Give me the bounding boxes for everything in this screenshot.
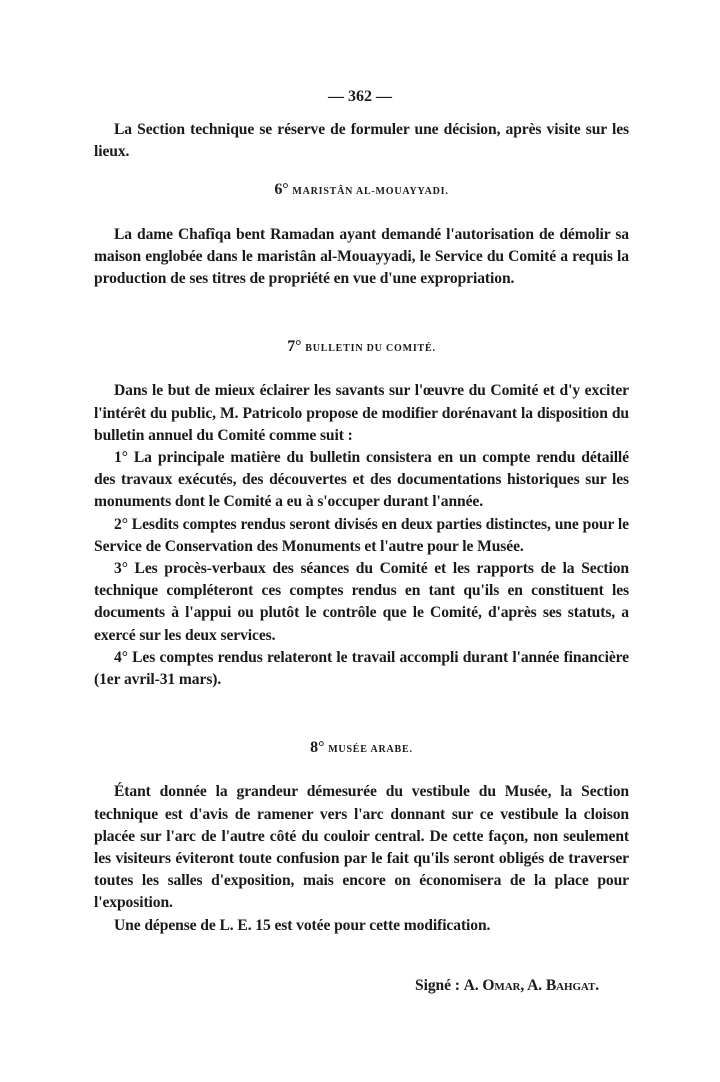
signature-names: A. Omar, A. Bahgat. [463,976,599,994]
section-7-paragraph-1: Dans le but de mieux éclairer les savants sur l'œuvre du Comité et d'y exciter l'intérêt du public, M. Patricolo propose de modifier dorénavant la disposition du bulletin annuel du Comité comme suit : [94,382,629,444]
section-number: 7° [287,338,302,356]
section-title: MUSÉE ARABE. [328,744,413,756]
section-7-paragraph-5: 4° Les comptes rendus relateront le travail accompli durant l'année financière (1er avril-31 mars). [94,648,629,689]
section-heading-6 [94,179,629,203]
section-number: 6° [274,181,289,199]
signature-prefix: Signé : [415,976,460,994]
section-title: MARISTÂN AL-MOUAYYADI. [292,186,449,198]
page-number: — 362 — [328,88,392,105]
signature [94,975,629,997]
section-title: BULLETIN DU COMITÉ. [305,343,436,355]
document-body [94,119,629,997]
intro-paragraph: La Section technique se réserve de formuler une décision, après visite sur les lieux. [94,121,629,161]
section-heading-7 [94,336,629,360]
section-7-paragraph-3: 2° Lesdits comptes rendus seront divisés en deux parties distinctes, une pour le Service de Conservation des Monuments et l'autre pour le Musée. [94,515,629,555]
section-8-paragraph-2: Une dépense de L. E. 15 est votée pour cette modification. [114,916,491,934]
section-heading-8 [94,737,629,761]
section-7-paragraph-2: 1° La principale matière du bulletin consistera en un compte rendu détaillé des travaux exécutés, des découvertes et des documentations historiques sur les monuments dont le Comité a eu à s'occuper durant l'année. [94,449,629,511]
section-8-paragraph-1: Étant donnée la grandeur démesurée du vestibule du Musée, la Section technique est d'avis de ramener vers l'arc donnant sur ce vestibule la cloison placée sur l'arc de l'autre côté du couloir central. De cette façon, non seulement les visiteurs éviteront toute confusion par le fait qu'ils seront obligés de traverser toutes les salles d'exposition, mais encore on économisera de la place pour l'exposition. [94,783,629,912]
section-6-paragraph-1: La dame Chafîqa bent Ramadan ayant demandé l'autorisation de démolir sa maison englobée dans le maristân al-Mouayyadi, le Service du Comité a requis la production de ses titres de propriété en vue d'une expropriation. [94,225,629,288]
section-7-paragraph-4: 3° Les procès-verbaux des séances du Comité et les rapports de la Section technique compléteront ces comptes rendus en tant qu'ils en constituent les documents à l'appui ou plutôt le contrôle que le Comité, d'après ses statuts, a exercé sur les deux services. [94,560,629,644]
section-number: 8° [310,739,325,757]
